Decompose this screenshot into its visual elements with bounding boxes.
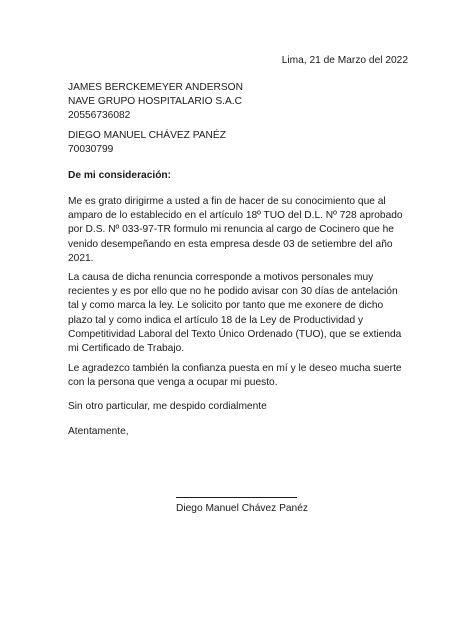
recipient-block bbox=[68, 81, 413, 124]
paragraph-line: venido desempeñando en esta empresa desde 03 de setiembre del año bbox=[68, 238, 393, 250]
paragraph-line: 2021. bbox=[68, 252, 94, 264]
valediction bbox=[68, 425, 413, 439]
paragraph-3 bbox=[68, 362, 413, 390]
paragraph-1 bbox=[68, 195, 413, 266]
paragraph-line: Atentamente, bbox=[68, 426, 129, 437]
paragraph-2 bbox=[68, 271, 413, 356]
paragraph-line: con la persona que venga a ocupar mi puesto. bbox=[68, 377, 278, 389]
paragraph-line: mi Certificado de Trabajo. bbox=[68, 343, 185, 355]
recipient-company: NAVE GRUPO HOSPITALARIO S.A.C bbox=[68, 96, 242, 108]
sender-dni: 70030799 bbox=[68, 144, 114, 156]
signature-line bbox=[176, 497, 297, 498]
paragraph-line: por D.S. Nº 033-97-TR formulo mi renuncia al cargo de Cocinero que he bbox=[68, 224, 394, 236]
paragraph-line: plazo tal y como indica el artículo 18 de la Ley de Productividad y bbox=[68, 314, 364, 326]
recipient-name: JAMES BERCKEMEYER ANDERSON bbox=[68, 82, 243, 93]
letter-date: Lima, 21 de Marzo del 2022 bbox=[281, 55, 408, 66]
sender-name: DIEGO MANUEL CHÁVEZ PANÉZ bbox=[68, 130, 226, 141]
paragraph-line: recientes y es por ello que no he podido avisar con 30 días de antelación bbox=[68, 286, 398, 298]
paragraph-line: Competitividad Laboral del Texto Único Ordenado (TUO), que se extienda bbox=[68, 328, 402, 340]
signature-name: Diego Manuel Chávez Panéz bbox=[176, 503, 308, 514]
paragraph-line: amparo de lo establecido en el artículo 18º TUO del D.L. Nº 728 aprobado bbox=[68, 210, 403, 222]
recipient-ruc: 20556736082 bbox=[68, 110, 131, 122]
paragraph-line: tal y como marca la ley. Le solicito por tanto que me exonere de dicho bbox=[68, 300, 384, 312]
paragraph-line: Le agradezco también la confianza puesta en mí y le deseo mucha suerte bbox=[68, 363, 402, 374]
paragraph-line: Sin otro particular, me despido cordialmente bbox=[68, 401, 267, 412]
paragraph-line: Me es grato dirigirme a usted a fin de hacer de su conocimiento que al bbox=[68, 196, 386, 207]
salutation: De mi consideración: bbox=[68, 170, 172, 181]
closing-line bbox=[68, 400, 413, 414]
paragraph-line: La causa de dicha renuncia corresponde a motivos personales muy bbox=[68, 272, 374, 283]
sender-block bbox=[68, 129, 413, 157]
